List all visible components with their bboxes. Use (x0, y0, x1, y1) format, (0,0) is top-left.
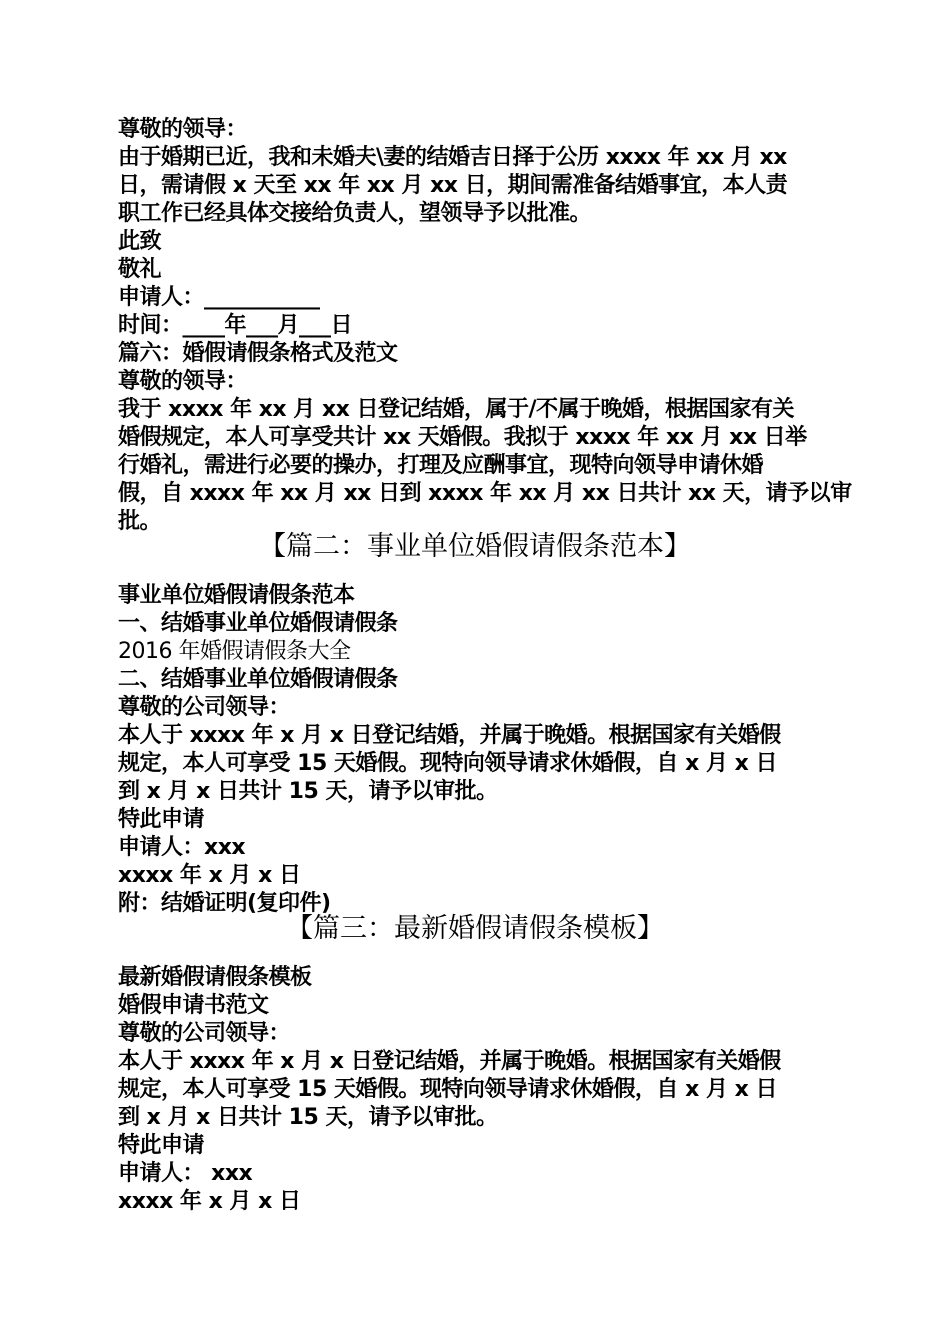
closing-line: 特此申请 (118, 1133, 205, 1158)
body-line: 到 x 月 x 日共计 15 天，请予以审批。 (118, 1105, 498, 1130)
date-line: xxxx 年 x 月 x 日 (118, 1189, 301, 1214)
closing-line: 敬礼 (118, 257, 162, 282)
applicant-line: 申请人：___________ (118, 285, 320, 310)
section-subtitle: 二、结婚事业单位婚假请假条 (118, 667, 398, 692)
section-subtitle: 一、结婚事业单位婚假请假条 (118, 611, 398, 636)
date-line: 时间：____年___月___日 (118, 313, 353, 338)
body-line: 我于 xxxx 年 xx 月 xx 日登记结婚，属于/不属于晚婚，根据国家有关 (118, 397, 795, 422)
salutation: 尊敬的公司领导： (118, 695, 291, 720)
applicant-line: 申请人： xxx (118, 1161, 253, 1186)
salutation: 尊敬的公司领导： (118, 1021, 291, 1046)
section-subtitle: 最新婚假请假条模板 (118, 965, 312, 990)
body-line: 职工作已经具体交接给负责人，望领导予以批准。 (118, 201, 592, 226)
body-line: 批。 (118, 509, 162, 534)
section-subtitle: 2016 年婚假请假条大全 (118, 639, 351, 664)
body-line: 到 x 月 x 日共计 15 天，请予以审批。 (118, 779, 498, 804)
body-line: 本人于 xxxx 年 x 月 x 日登记结婚，并属于晚婚。根据国家有关婚假 (118, 723, 781, 748)
body-line: 规定，本人可享受 15 天婚假。现特向领导请求休婚假，自 x 月 x 日 (118, 751, 777, 776)
body-line: 假，自 xxxx 年 xx 月 xx 日到 xxxx 年 xx 月 xx 日共计 xx 天，请予以审 (118, 481, 852, 506)
section-heading: 【篇二：事业单位婚假请假条范本】 (259, 531, 691, 562)
salutation: 尊敬的领导： (118, 117, 248, 142)
body-line: 由于婚期已近，我和未婚夫\妻的结婚吉日择于公历 xxxx 年 xx 月 xx (118, 145, 787, 170)
section-heading: 【篇三：最新婚假请假条模板】 (286, 913, 664, 944)
salutation: 尊敬的领导： (118, 369, 248, 394)
section-subtitle: 事业单位婚假请假条范本 (118, 583, 355, 608)
closing-line: 此致 (118, 229, 162, 254)
attachment-line: 附：结婚证明(复印件) (118, 891, 331, 916)
date-line: xxxx 年 x 月 x 日 (118, 863, 301, 888)
subsection-title: 篇六：婚假请假条格式及范文 (118, 341, 398, 366)
body-line: 本人于 xxxx 年 x 月 x 日登记结婚，并属于晚婚。根据国家有关婚假 (118, 1049, 781, 1074)
closing-line: 特此申请 (118, 807, 205, 832)
section-subtitle: 婚假申请书范文 (118, 993, 269, 1018)
body-line: 日，需请假 x 天至 xx 年 xx 月 xx 日，期间需准备结婚事宜，本人责 (118, 173, 788, 198)
body-line: 行婚礼，需进行必要的操办，打理及应酬事宜，现特向领导申请休婚 (118, 453, 764, 478)
applicant-line: 申请人：xxx (118, 835, 246, 860)
body-line: 规定，本人可享受 15 天婚假。现特向领导请求休婚假，自 x 月 x 日 (118, 1077, 777, 1102)
body-line: 婚假规定，本人可享受共计 xx 天婚假。我拟于 xxxx 年 xx 月 xx 日举 (118, 425, 807, 450)
